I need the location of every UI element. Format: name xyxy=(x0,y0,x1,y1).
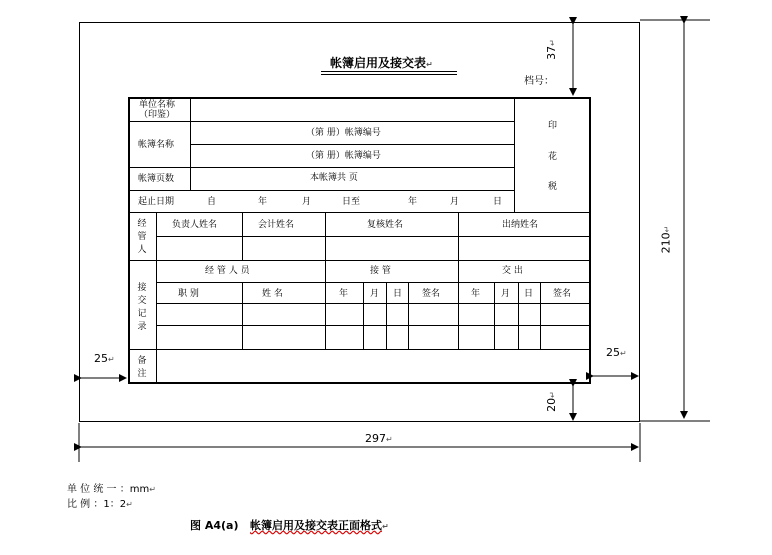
col-header-signature: 签名 xyxy=(422,289,441,299)
seal-char: 税 xyxy=(548,182,558,192)
col-header-year: 年 xyxy=(471,289,481,299)
period-month: 月 xyxy=(450,197,460,207)
book-no-2: （第 册）帐簿编号 xyxy=(306,151,381,161)
col-header-month: 月 xyxy=(501,289,511,299)
handlers-label: 经 管 人 xyxy=(137,219,147,255)
col-header-year: 年 xyxy=(339,289,349,299)
unit-seal-label: （印鉴） xyxy=(139,110,176,120)
dim-width-label: 297↵ xyxy=(365,432,393,445)
dim-right-label: 25↵ xyxy=(606,346,627,359)
col-header-month: 月 xyxy=(370,289,380,299)
book-no-1: （第 册）帐簿编号 xyxy=(306,128,381,138)
scale-note: 比 例 ：1：2↵ xyxy=(67,499,133,510)
dim-height-label: 210↵ xyxy=(659,225,673,254)
remarks-label: 备 注 xyxy=(137,356,147,379)
group-header-staff: 经 管 人 员 xyxy=(205,266,250,276)
col-header-day: 日 xyxy=(393,289,403,299)
dim-left-label: 25↵ xyxy=(94,352,115,365)
dim-top-label: 37↵ xyxy=(544,39,558,60)
file-no-label: 档号： xyxy=(524,76,554,87)
col-header-position: 职 别 xyxy=(178,289,199,299)
book-name-label: 帐簿名称 xyxy=(138,140,175,150)
pages-label: 帐簿页数 xyxy=(138,174,175,184)
period-label: 起止日期 xyxy=(138,197,175,207)
unit-name-label: 单位名称 xyxy=(139,100,176,110)
pages-value: 本帐簿共 页 xyxy=(310,173,358,183)
period-month: 月 xyxy=(302,197,312,207)
period-year: 年 xyxy=(258,197,268,207)
period-year: 年 xyxy=(408,197,418,207)
seal-char: 印 xyxy=(548,121,558,131)
col-header-accountant: 会计姓名 xyxy=(258,220,295,230)
group-header-deliverer: 交 出 xyxy=(502,266,523,276)
form-title: 帐簿启用及接交表↵ xyxy=(330,56,433,70)
dim-bottom-label: 20↵ xyxy=(544,391,558,412)
period-day: 日 xyxy=(493,197,503,207)
col-header-cashier: 出纳姓名 xyxy=(502,220,539,230)
col-header-day: 日 xyxy=(524,289,534,299)
period-day-to: 日至 xyxy=(342,197,361,207)
col-header-name: 姓 名 xyxy=(262,289,283,299)
col-header-signature: 签名 xyxy=(553,289,572,299)
period-from: 自 xyxy=(207,197,217,207)
figure-caption: 图 A4(a) 帐簿启用及接交表正面格式↵ xyxy=(190,519,389,532)
group-header-receiver: 接 管 xyxy=(370,266,391,276)
seal-char: 花 xyxy=(548,152,558,162)
handover-label: 接 交 记 录 xyxy=(137,283,147,332)
col-header-reviewer: 复核姓名 xyxy=(367,220,404,230)
col-header-responsible: 负责人姓名 xyxy=(172,220,218,230)
unit-note: 单 位 统 一 ：mm↵ xyxy=(67,484,156,495)
